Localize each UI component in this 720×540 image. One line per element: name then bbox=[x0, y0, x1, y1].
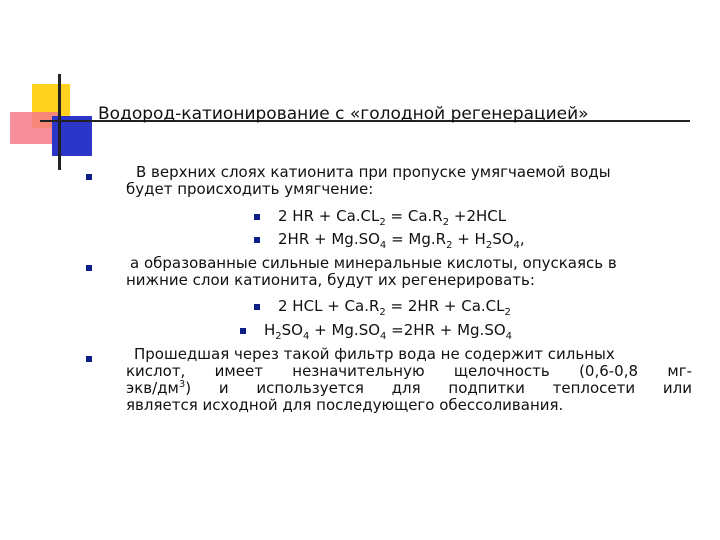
formula-4: $H_2SO_4 + Mg.SO_4 =2HR + Mg.SO_4$ bbox=[240, 322, 512, 339]
bullet-icon bbox=[254, 214, 260, 220]
paragraph-2-line-1: а образованные сильные минеральные кислоты, опускаясь в bbox=[130, 254, 617, 272]
paragraph-1 bbox=[126, 164, 692, 198]
formula-2: $2HR + Mg.SO_4 = Mg.R_2 + H_2SO_4$, bbox=[254, 231, 525, 248]
slide-title: Водород-катионирование с «голодной регенерацией» bbox=[98, 104, 589, 124]
paragraph-3 bbox=[126, 346, 692, 414]
paragraph-1-line-2: будет происходить умягчение: bbox=[126, 180, 374, 198]
paragraph-3-line-4: является исходной для последующего обессоливания. bbox=[126, 396, 564, 414]
formula-3: 2 HCL + $Ca.R_2 = 2HR + Ca.CL_2$ bbox=[254, 298, 511, 315]
formula-1: 2 HR + $Ca.CL_2 = Ca.R_2 +2HCL$ bbox=[254, 208, 506, 225]
bullet-icon bbox=[86, 265, 92, 271]
paragraph-2 bbox=[126, 255, 692, 289]
paragraph-3-line-2: кислот, имеет незначительную щелочность (0,6-0,8 мг- bbox=[126, 362, 692, 380]
paragraph-1-line-1: В верхних слоях катионита при пропуске умягчаемой воды bbox=[136, 163, 611, 181]
paragraph-2-line-2: нижние слои катионита, будут их регенерировать: bbox=[126, 271, 535, 289]
decor-vertical-line bbox=[58, 74, 61, 170]
bullet-icon bbox=[254, 304, 260, 310]
bullet-icon bbox=[86, 174, 92, 180]
paragraph-3-line-3: экв/$дм^3$) и используется для подпитки теплосети или bbox=[126, 379, 692, 397]
paragraph-3-line-1: Прошедшая через такой фильтр вода не содержит сильных bbox=[134, 345, 615, 363]
bullet-icon bbox=[240, 328, 246, 334]
bullet-icon bbox=[86, 356, 92, 362]
decor-red-square bbox=[10, 112, 58, 144]
bullet-icon bbox=[254, 237, 260, 243]
